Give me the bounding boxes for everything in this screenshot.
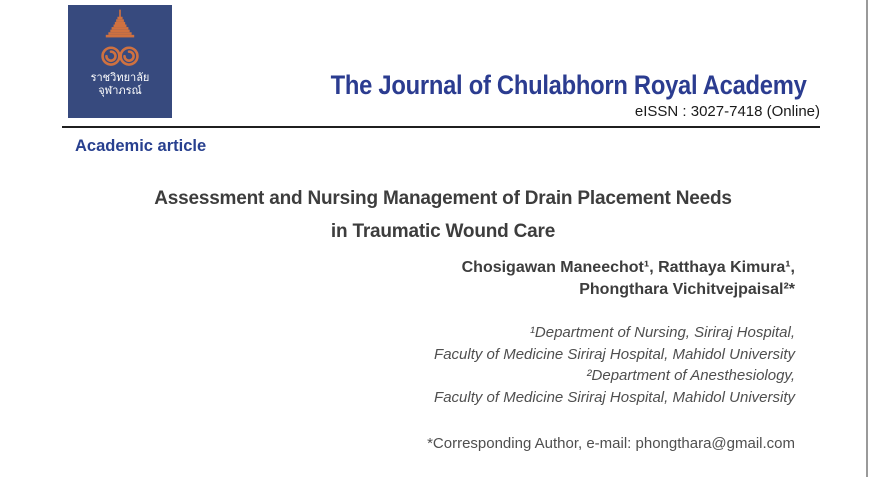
affiliation-line: ¹Department of Nursing, Siriraj Hospital, [529, 324, 795, 341]
chulabhorn-emblem-icon [87, 9, 153, 71]
affiliation-line: Faculty of Medicine Siriraj Hospital, Mahidol University [434, 345, 795, 363]
corresponding-author-line: *Corresponding Author, e-mail: phongthara@gmail.com [427, 435, 795, 452]
authors-line1: Chosigawan Maneechot¹, Ratthaya Kimura¹, [461, 259, 795, 276]
logo-thai-line2: จุฬาภรณ์ [98, 84, 142, 97]
logo-thai-line1: ราชวิทยาลัย [90, 71, 150, 84]
article-title [60, 182, 826, 248]
header-divider [62, 126, 820, 128]
journal-title: The Journal of Chulabhorn Royal Academy [330, 70, 807, 100]
article-category-label: Academic article [75, 137, 207, 155]
journal-logo [68, 5, 172, 118]
article-title-line2: in Traumatic Wound Care [330, 221, 556, 242]
authors-block [195, 257, 795, 301]
page-edge-line [866, 0, 868, 477]
article-title-line1: Assessment and Nursing Management of Drain Placement Needs [154, 188, 732, 209]
authors-line2: Phongthara Vichitvejpaisal²* [579, 281, 795, 298]
affiliations-block [195, 322, 795, 408]
affiliation-line: Faculty of Medicine Siriraj Hospital, Mahidol University [434, 388, 795, 406]
eissn-text: eISSN : 3027-7418 (Online) [634, 103, 820, 120]
affiliation-line: ²Department of Anesthesiology, [586, 367, 795, 384]
